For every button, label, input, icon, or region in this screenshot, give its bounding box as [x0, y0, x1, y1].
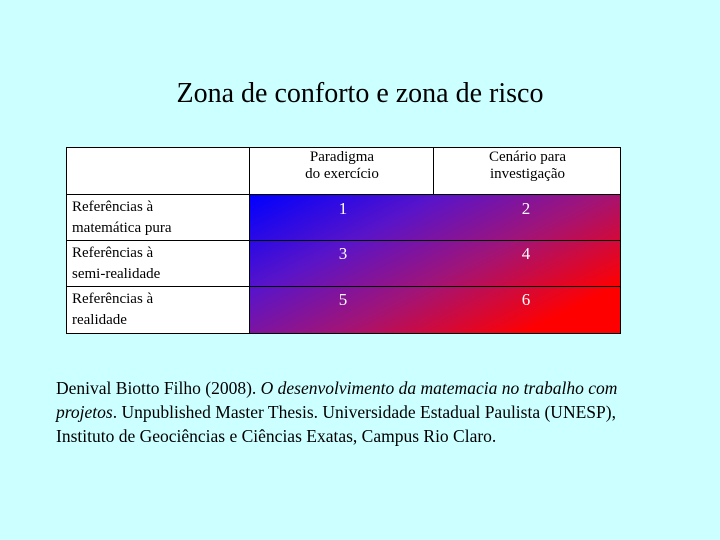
- table-divider: [66, 286, 621, 287]
- row-label-realidade: Referências à realidade: [72, 291, 154, 328]
- table-border-right: [620, 147, 621, 334]
- comfort-risk-table: [66, 147, 621, 334]
- table-divider: [66, 240, 621, 241]
- cell-2: 2: [521, 199, 531, 218]
- cell-4: 4: [521, 244, 531, 263]
- citation: [56, 376, 666, 448]
- table-divider: [433, 147, 434, 194]
- row-label-matematica-pura: Referências à matemática pura: [72, 199, 172, 236]
- column-header-paradigma: Paradigma do exercício: [305, 149, 379, 182]
- table-border-top: [66, 147, 621, 148]
- column-header-cenario: Cenário para investigação: [488, 149, 567, 182]
- citation-work-title: O desenvolvimento da matemacia no trabalho com projetos: [56, 378, 618, 422]
- row-label-semi-realidade: Referências à semi-realidade: [72, 245, 161, 282]
- cell-1: 1: [338, 199, 348, 218]
- citation-author-year: Denival Biotto Filho (2008).: [56, 378, 261, 398]
- gradient-cells: [250, 195, 621, 334]
- cell-5: 5: [338, 290, 348, 309]
- table-border-bottom: [66, 333, 621, 334]
- table-divider: [66, 194, 621, 195]
- slide-title: Zona de conforto e zona de risco: [176, 78, 544, 109]
- cell-3: 3: [338, 244, 348, 263]
- table-border-left: [66, 147, 67, 334]
- citation-details: . Unpublished Master Thesis. Universidade Estadual Paulista (UNESP), Instituto de Geociências e Ciências Exatas, Campus Rio Claro.: [56, 402, 616, 446]
- cell-6: 6: [521, 290, 531, 309]
- table-divider: [249, 147, 250, 334]
